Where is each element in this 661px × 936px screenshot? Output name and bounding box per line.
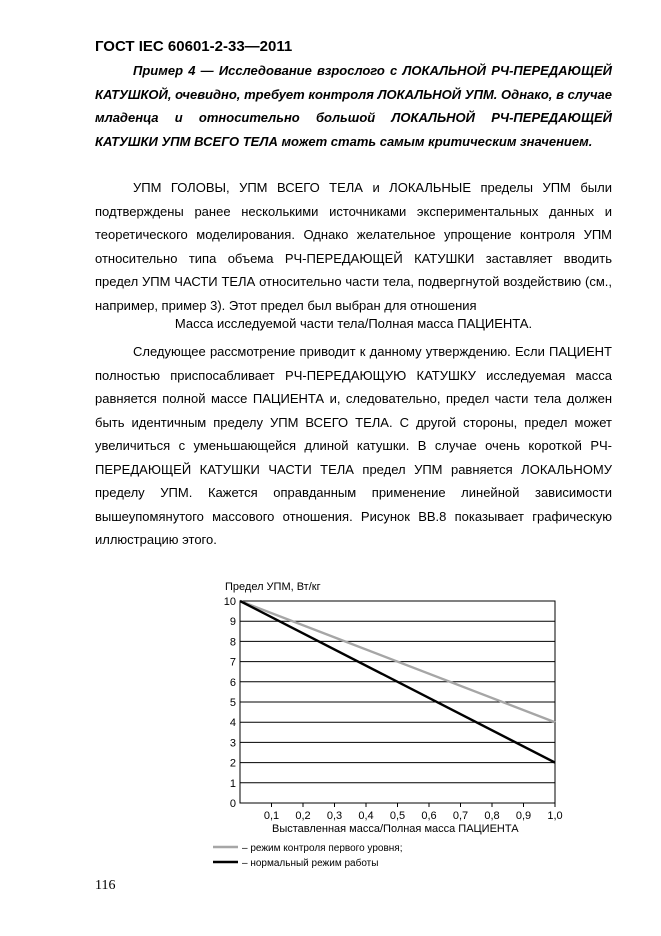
paragraph-1-text: УПМ ГОЛОВЫ, УПМ ВСЕГО ТЕЛА и ЛОКАЛЬНЫЕ пределы УПМ были подтверждены ранее несколькими источниками экспериментальных данных и теоретического моделирования. Однако желательное упрощение контроля УПМ относительно типа объема РЧ-ПЕРЕДАЮЩЕЙ КАТУШКИ заставляет вводить предел УПМ ЧАСТИ ТЕЛА относительно части тела, подвергнутой воздействию (см., например, пример 3). Этот предел был выбран для отношения — [95, 180, 612, 313]
y-axis-label: Предел УПМ, Вт/кг — [225, 581, 321, 593]
x-tick-label: 0,5 — [389, 810, 406, 822]
mass-ratio-formula: Масса исследуемой части тела/Полная масса ПАЦИЕНТА. — [174, 316, 533, 331]
x-tick-label: 0,3 — [326, 810, 343, 822]
document-header: ГОСТ IEC 60601-2-33—2011 — [95, 38, 293, 55]
y-tick-label: 2 — [229, 757, 236, 770]
y-tick-label: 9 — [229, 616, 236, 629]
y-tick-label: 1 — [229, 777, 236, 790]
sar-limit-chart — [200, 575, 570, 875]
y-tick-label: 0 — [229, 798, 236, 810]
paragraph-2 — [95, 340, 612, 552]
paragraph-1 — [95, 176, 612, 317]
x-tick-label: 0,1 — [263, 810, 280, 822]
x-tick-label: 0,2 — [295, 810, 311, 822]
y-tick-label: 6 — [229, 676, 236, 689]
y-tick-label: 7 — [229, 656, 236, 669]
example-4-text: Пример 4 — Исследование взрослого с ЛОКАЛЬНОЙ РЧ-ПЕРЕДАЮЩЕЙ КАТУШКОЙ, очевидно, требует контроля ЛОКАЛЬНОЙ УПМ. Однако, в случае младенца и относительно большой ЛОКАЛЬНОЙ РЧ-ПЕРЕДАЮЩЕЙ КАТУШКИ УПМ ВСЕГО ТЕЛА может стать самым критическим значением. — [95, 63, 612, 149]
y-tick-label: 4 — [229, 717, 236, 730]
x-tick-label: 0,9 — [515, 810, 532, 822]
x-tick-label: 0,8 — [484, 810, 500, 822]
x-tick-label: 0,4 — [358, 810, 374, 822]
x-tick-label: 1,0 — [547, 810, 563, 822]
x-axis-label: Выставленная масса/Полная масса ПАЦИЕНТА — [272, 823, 519, 835]
y-tick-label: 8 — [229, 636, 236, 649]
x-tick-label: 0,6 — [421, 810, 437, 822]
legend-label-1: – режим контроля первого уровня; — [242, 843, 403, 854]
chart-legend — [213, 843, 402, 869]
legend-label-2: – нормальный режим работы — [242, 858, 379, 869]
example-4 — [95, 59, 612, 153]
y-tick-label: 10 — [223, 596, 236, 608]
x-tick-label: 0,7 — [452, 810, 469, 822]
paragraph-2-text: Следующее рассмотрение приводит к данному утверждению. Если ПАЦИЕНТ полностью приспосабливает РЧ-ПЕРЕДАЮЩУЮ КАТУШКУ исследуемая масса равняется полной массе ПАЦИЕНТА и, следовательно, предел части тела должен быть идентичным пределу УПМ ВСЕГО ТЕЛА. С другой стороны, предел может увеличиться с уменьшающейся длиной катушки. В случае очень короткой РЧ-ПЕРЕДАЮЩЕЙ КАТУШКИ ЧАСТИ ТЕЛА предел УПМ равняется ЛОКАЛЬНОМУ пределу УПМ. Кажется оправданным применение линейной зависимости вышеупомянутого массового отношения. Рисунок ВВ.8 показывает графическую иллюстрацию этого. — [95, 344, 612, 547]
page-number: 116 — [95, 878, 116, 893]
y-tick-label: 3 — [229, 737, 236, 750]
chart-ticks — [224, 596, 563, 822]
y-tick-label: 5 — [229, 697, 236, 709]
